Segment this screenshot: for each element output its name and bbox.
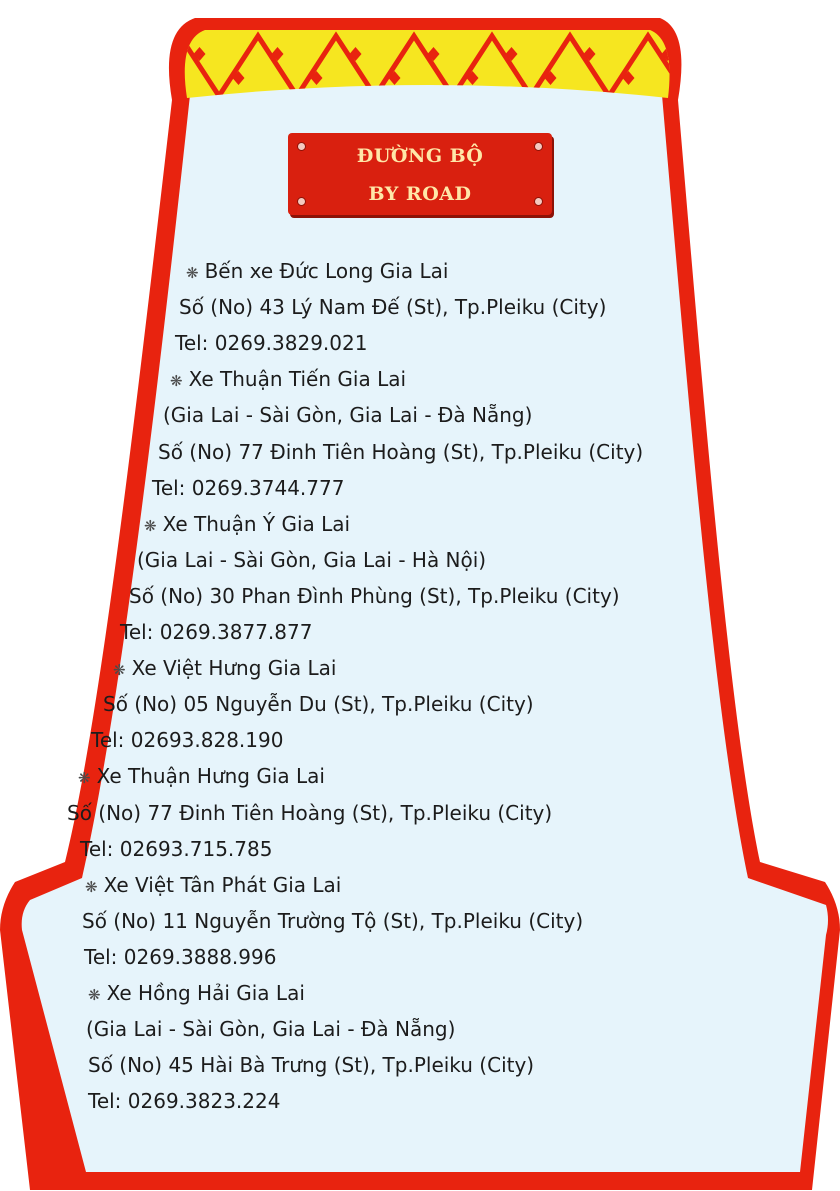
station-tel-text: Tel: 0269.3744.777	[152, 476, 345, 500]
station-route	[163, 403, 532, 427]
station-address-text: Số (No) 45 Hài Bà Trưng (St), Tp.Pleiku (City)	[88, 1053, 535, 1077]
station-address-text: Số (No) 30 Phan Đình Phùng (St), Tp.Pleiku (City)	[129, 584, 620, 608]
station-name-text: Xe Thuận Hưng Gia Lai	[96, 764, 325, 788]
station-tel	[88, 1089, 280, 1113]
station-route	[86, 1017, 455, 1041]
flower-bullet-icon: ❋	[113, 661, 126, 679]
station-name-text: Xe Thuận Tiến Gia Lai	[188, 367, 407, 391]
station-name	[186, 259, 448, 285]
station-name	[85, 873, 341, 899]
flower-bullet-icon: ❋	[78, 769, 91, 787]
station-name	[144, 512, 350, 538]
station-address	[158, 440, 643, 464]
station-name	[88, 981, 305, 1007]
station-tel	[152, 476, 344, 500]
station-address-text: Số (No) 05 Nguyễn Du (St), Tp.Pleiku (City)	[103, 692, 534, 716]
station-address-text: Số (No) 43 Lý Nam Đế (St), Tp.Pleiku (City)	[179, 295, 607, 319]
station-name	[113, 656, 336, 682]
station-address-text: Số (No) 77 Đinh Tiên Hoàng (St), Tp.Pleiku (City)	[158, 440, 644, 464]
station-tel	[84, 945, 276, 969]
station-name	[170, 367, 406, 393]
station-address-text: Số (No) 77 Đinh Tiên Hoàng (St), Tp.Pleiku (City)	[67, 801, 553, 825]
flower-bullet-icon: ❋	[144, 517, 157, 535]
station-tel	[120, 620, 312, 644]
flower-bullet-icon: ❋	[88, 986, 101, 1004]
flower-bullet-icon: ❋	[170, 372, 183, 390]
station-name-text: Xe Hồng Hải Gia Lai	[106, 981, 305, 1005]
station-address	[82, 909, 583, 933]
station-tel-text: Tel: 0269.3829.021	[175, 331, 368, 355]
station-route-text: (Gia Lai - Sài Gòn, Gia Lai - Đà Nẵng)	[86, 1017, 456, 1041]
station-tel-text: Tel: 0269.3877.877	[120, 620, 313, 644]
heading-vi: ĐƯỜNG BỘ	[356, 145, 484, 167]
station-tel-text: Tel: 0269.3888.996	[84, 945, 277, 969]
flower-bullet-icon: ❋	[85, 878, 98, 896]
station-name-text: Xe Thuận Ý Gia Lai	[162, 512, 351, 536]
station-route	[137, 548, 486, 572]
station-address-text: Số (No) 11 Nguyễn Trường Tộ (St), Tp.Pleiku (City)	[82, 909, 584, 933]
station-name-text: Xe Việt Tân Phát Gia Lai	[103, 873, 342, 897]
station-address	[103, 692, 534, 716]
heading-en: BY ROAD	[368, 183, 472, 205]
station-tel	[175, 331, 367, 355]
station-name	[78, 764, 325, 790]
station-route-text: (Gia Lai - Sài Gòn, Gia Lai - Đà Nẵng)	[163, 403, 533, 427]
station-tel-text: Tel: 02693.715.785	[80, 837, 273, 861]
station-address	[67, 801, 552, 825]
station-name-text: Bến xe Đức Long Gia Lai	[204, 259, 449, 283]
station-address	[88, 1053, 534, 1077]
station-tel	[80, 837, 272, 861]
title-plate	[288, 133, 552, 215]
station-address	[179, 295, 606, 319]
station-address	[129, 584, 620, 608]
station-tel	[91, 728, 283, 752]
station-route-text: (Gia Lai - Sài Gòn, Gia Lai - Hà Nội)	[137, 548, 487, 572]
flower-bullet-icon: ❋	[186, 264, 199, 282]
station-tel-text: Tel: 02693.828.190	[91, 728, 284, 752]
station-name-text: Xe Việt Hưng Gia Lai	[131, 656, 337, 680]
band-diamond	[701, 71, 713, 85]
station-tel-text: Tel: 0269.3823.224	[88, 1089, 281, 1113]
